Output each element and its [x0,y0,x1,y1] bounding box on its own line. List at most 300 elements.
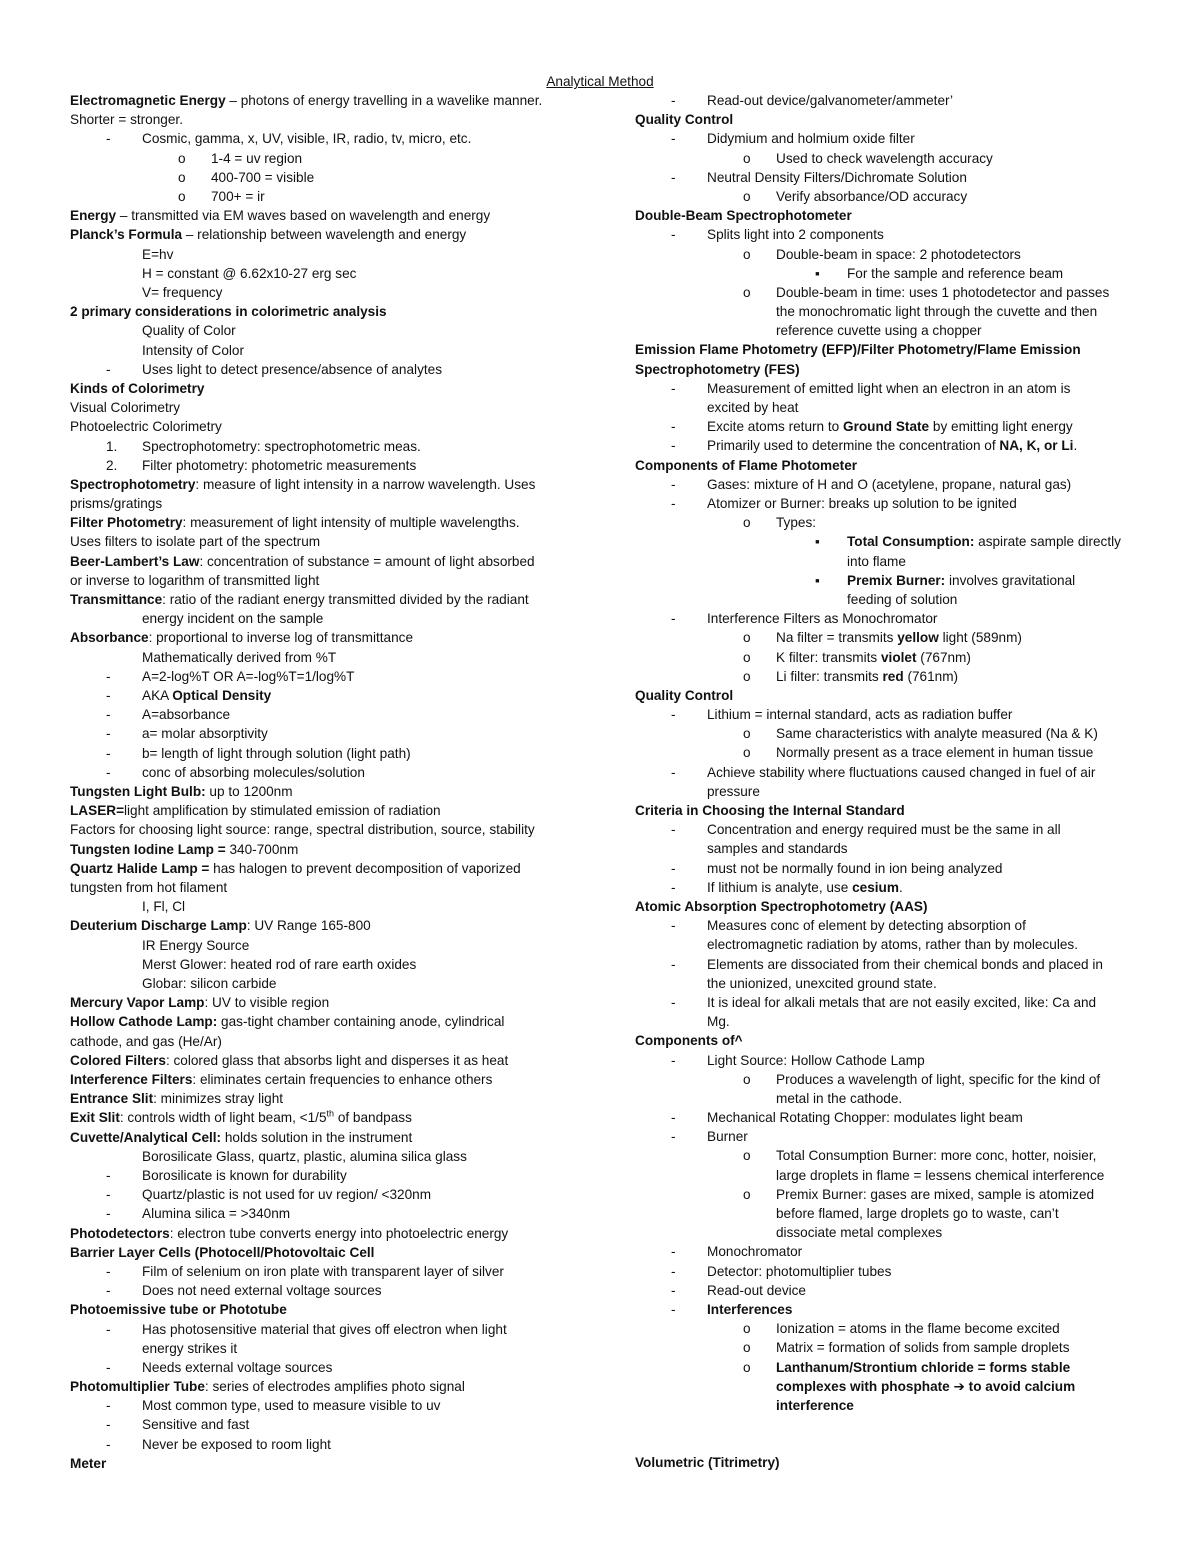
text-line [70,552,550,571]
circle-bullet: o [743,1359,751,1375]
heading-term: Mercury Vapor Lamp [70,995,205,1011]
sub-bullet-continuation: complexes with phosphate ➔ to avoid calcium [776,1378,1076,1394]
text-line [635,705,1115,724]
text-line [70,840,550,859]
text-line [70,609,550,628]
heading-term: Interference Filters [70,1071,193,1087]
text-line [70,936,550,955]
text-line [635,1434,1115,1453]
text-line [70,1396,550,1415]
text-line [635,264,1115,283]
bullet-text: Measures conc of element by detecting absorption of [707,918,1026,934]
bold-term: violet [881,649,917,665]
text-line [635,1319,1115,1338]
text-line [635,859,1115,878]
text-line [70,590,550,609]
heading-term: 2 primary considerations in colorimetric analysis [70,304,387,320]
text-line [70,763,550,782]
text-line [635,1415,1115,1434]
text-line [635,571,1115,590]
bullet-text: Didymium and holmium oxide filter [707,131,915,147]
bullet-text: Cosmic, gamma, x, UV, visible, IR, radio, tv, micro, etc. [142,131,472,147]
sub-bullet-continuation: metal in the cathode. [776,1090,903,1106]
text-line [70,475,550,494]
circle-bullet: o [178,169,186,185]
definition-text: light amplification by stimulated emission of radiation [124,803,441,819]
circle-bullet: o [743,284,751,300]
dash-bullet: - [671,380,676,396]
indented-text: IR Energy Source [142,937,250,953]
text-line [70,667,550,686]
dash-bullet: - [106,1436,111,1452]
text-line [70,1281,550,1300]
bullet-suffix: (761nm) [903,668,959,684]
square-bullet-continuation: into flame [847,553,906,569]
dash-bullet: - [671,956,676,972]
bold-term: red [882,668,904,684]
text-line [70,1185,550,1204]
dash-bullet: - [106,1263,111,1279]
heading-term: Filter Photometry [70,515,183,531]
text-line [635,1127,1115,1146]
text-line [70,225,550,244]
text-line [635,436,1115,455]
text-line [635,91,1115,110]
circle-bullet: o [743,188,751,204]
text-line [635,245,1115,264]
bold-term: cesium [852,879,899,895]
text-line [635,839,1115,858]
dash-bullet: - [106,726,111,742]
definition-text: : eliminates certain frequencies to enhance others [192,1071,493,1087]
text-line [70,206,550,225]
definition-text: up to 1200nm [205,784,293,799]
text-line [635,1377,1115,1396]
dash-bullet: - [671,611,676,627]
bullet-text: must not be normally found in ion being analyzed [707,860,1003,876]
text-line [70,360,550,379]
text-line [635,340,1115,359]
text-line [635,456,1115,475]
text-line [70,1051,550,1070]
bullet-text: b= length of light through solution (light path) [142,745,411,761]
definition-text: : ratio of the radiant energy transmitted divided by the radiant [162,592,529,608]
sub-bullet-continuation: large droplets in flame = lessens chemical interference [776,1167,1105,1183]
text-line [70,110,550,129]
text-line [635,513,1115,532]
sub-bullet-text: Produces a wavelength of light, specific for the kind of [776,1071,1101,1087]
text-line [70,1339,550,1358]
text-line [70,149,550,168]
text-line [635,168,1115,187]
text-line [635,897,1115,916]
bullet-text [707,417,1073,436]
heading-term: Beer-Lambert’s Law [70,553,200,569]
definition-text: holds solution in the instrument [221,1129,413,1145]
dash-bullet: - [106,1206,111,1222]
text-line [70,1243,550,1262]
heading-term: Hollow Cathode Lamp: [70,1014,218,1030]
text-line [635,1300,1115,1319]
text-line [635,1358,1115,1377]
dash-bullet: - [671,1110,676,1126]
sub-bullet-continuation: reference cuvette using a chopper [776,323,982,339]
text-line [635,763,1115,782]
text-line [70,321,550,340]
bold-term: yellow [897,630,939,646]
bold-term: Total Consumption: [847,534,975,550]
dash-bullet: - [671,764,676,780]
heading-term: Photomultiplier Tube [70,1379,205,1395]
text-line [70,379,550,398]
definition-text: – relationship between wavelength and energy [182,227,467,243]
circle-bullet: o [743,649,751,665]
text-line [70,187,550,206]
sub-bullet-text: 400-700 = visible [211,169,315,185]
text-line [635,1051,1115,1070]
text-line [70,398,550,417]
indented-text: electromagnetic radiation by atoms, rather than by molecules. [707,937,1078,953]
definition-text: : measure of light intensity in a narrow wavelength. Uses [195,476,536,492]
square-bullet-continuation: feeding of solution [847,591,958,607]
heading-term: Quartz Halide Lamp = [70,860,210,876]
text-line [70,341,550,360]
bullet-text: Interference Filters as Monochromator [707,611,938,627]
text-line [635,302,1115,321]
paragraph-text: Factors for choosing light source: range, spectral distribution, source, stability [70,822,535,838]
square-bullet-text: For the sample and reference beam [847,265,1064,281]
text-line [635,1166,1115,1185]
sub-bullet-text [776,628,1022,647]
list-number: 2. [106,457,118,473]
dash-bullet: - [671,1263,676,1279]
bullet-text: Has photosensitive material that gives off electron when light [142,1321,507,1337]
dash-bullet: - [671,1129,676,1145]
heading-term: Atomic Absorption Spectrophotometry (AAS) [635,898,928,914]
text-line [70,1300,550,1319]
sub-bullet-text: Double-beam in time: uses 1 photodetector and passes [776,284,1110,300]
text-line [635,1396,1115,1415]
bullet-text: Film of selenium on iron plate with transparent layer of silver [142,1263,504,1279]
square-bullet-text [847,571,1075,590]
dash-bullet: - [106,688,111,704]
paragraph-text: Shorter = stronger. [70,112,183,128]
heading-term: Cuvette/Analytical Cell: [70,1129,222,1145]
indented-text: Merst Glower: heated rod of rare earth oxides [142,956,417,972]
indented-text: V= frequency [142,284,223,300]
bullet-text: Lithium = internal standard, acts as radiation buffer [707,707,1013,723]
heading-term: Components of^ [635,1033,743,1049]
text-line [70,801,550,820]
text-line [70,1166,550,1185]
text-line [635,1089,1115,1108]
heading-term: Components of Flame Photometer [635,457,858,473]
text-line [70,686,550,705]
text-line [70,897,550,916]
text-line [635,552,1115,571]
bullet-text: Burner [707,1129,748,1145]
definition-text: has halogen to prevent decomposition of vaporized [209,860,521,876]
circle-bullet: o [743,246,751,262]
text-line [70,1204,550,1223]
text-line [70,571,550,590]
definition-text: : colored glass that absorbs light and disperses it as heat [165,1052,509,1068]
text-line [635,686,1115,705]
indented-text: Quality of Color [142,323,236,339]
dash-bullet: - [106,1187,111,1203]
text-line [70,1032,550,1051]
text-line [635,993,1115,1012]
text-line [70,456,550,475]
definition-text: involves gravitational [945,572,1076,588]
text-line [70,955,550,974]
dash-bullet: - [671,93,676,108]
dash-bullet: - [671,707,676,723]
bullet-prefix: Li filter: transmits [776,668,883,684]
text-line [635,379,1115,398]
text-line [70,283,550,302]
bullet-text: Mechanical Rotating Chopper: modulates light beam [707,1110,1023,1126]
sub-bullet-text: Normally present as a trace element in human tissue [776,745,1094,761]
dash-bullet: - [106,745,111,761]
circle-bullet: o [743,1321,751,1337]
right-column [635,91,1121,1473]
definition-text: : measurement of light intensity of multiple wavelengths. [182,515,520,531]
definition-text: : UV Range 165-800 [246,918,371,934]
bold-term: Premix Burner: [847,572,946,588]
bullet-text: Sensitive and fast [142,1417,250,1433]
text-line [70,878,550,897]
sub-bullet-text: Used to check wavelength accuracy [776,150,993,166]
text-line [70,859,550,878]
bullet-suffix: (767nm) [916,649,971,665]
text-line [70,1454,550,1473]
definition-text: 340-700nm [225,841,299,857]
bullet-text: Gases: mixture of H and O (acetylene, propane, natural gas) [707,476,1072,492]
text-line [70,744,550,763]
text-line [70,437,550,456]
dash-bullet: - [106,1359,111,1375]
text-line [635,1146,1115,1165]
text-line [635,1281,1115,1300]
text-line [635,110,1115,129]
text-line [70,264,550,283]
bullet-text: Atomizer or Burner: breaks up solution to be ignited [707,496,1017,512]
text-line [70,648,550,667]
dash-bullet: - [671,438,676,454]
heading-term: Planck’s Formula [70,227,183,243]
text-line [635,1031,1115,1050]
bullet-prefix: Excite atoms return to [707,419,843,435]
definition-text: : UV to visible region [204,995,330,1011]
bold-term: Interferences [707,1301,793,1317]
indented-text: Intensity of Color [142,342,244,358]
text-line [635,916,1115,935]
text-line [635,1338,1115,1357]
text-line [635,1012,1115,1031]
text-line [635,1070,1115,1089]
paragraph-text: tungsten from hot filament [70,880,228,896]
text-line [70,532,550,551]
indented-text: excited by heat [707,400,799,416]
bullet-suffix: by emitting light energy [929,419,1073,435]
sub-bullet-text: Ionization = atoms in the flame become excited [776,1321,1060,1337]
text-line [70,1089,550,1108]
definition-text: – photons of energy travelling in a wavelike manner. [225,93,543,108]
text-line [635,398,1115,417]
bullet-text [707,1300,792,1319]
indented-text: Globar: silicon carbide [142,975,277,991]
bullet-prefix: Primarily used to determine the concentration of [707,438,1000,454]
dash-bullet: - [106,707,111,723]
paragraph-text: Visual Colorimetry [70,400,181,416]
bullet-text: Never be exposed to room light [142,1436,331,1452]
dash-bullet: - [671,227,676,243]
circle-bullet: o [743,668,751,684]
text-line [70,1070,550,1089]
text-line [635,628,1115,647]
text-line [635,667,1115,686]
text-line [635,820,1115,839]
sub-bullet-text: Total Consumption Burner: more conc, hotter, noisier, [776,1148,1097,1164]
heading-term: Energy [70,208,117,224]
text-line [635,878,1115,897]
indented-text: pressure [707,783,760,799]
heading-term: Quality Control [635,687,734,703]
bullet-suffix: light (589nm) [938,630,1022,646]
bullet-text: Neutral Density Filters/Dichromate Solution [707,169,967,185]
dash-bullet: - [671,496,676,512]
square-bullet: ▪ [815,265,820,281]
dash-bullet: - [106,1417,111,1433]
heading-term: Emission Flame Photometry (EFP)/Filter Photometry/Flame Emission [635,342,1081,358]
text-line [635,974,1115,993]
dash-bullet: - [106,1321,111,1337]
text-line [70,513,550,532]
text-line [70,1415,550,1434]
text-line [635,206,1115,225]
definition-text: of bandpass [334,1110,412,1126]
dash-bullet: - [671,1282,676,1298]
definition-text: : concentration of substance = amount of light absorbed [199,553,535,569]
heading-term: Transmittance [70,592,163,608]
indented-text: Mathematically derived from %T [142,649,337,665]
sub-bullet-text: 700+ = ir [211,188,265,204]
bullet-text: A=2-log%T OR A=-log%T=1/log%T [142,668,355,684]
heading-term: Spectrophotometry [70,476,196,492]
text-line [70,1435,550,1454]
bullet-text: Light Source: Hollow Cathode Lamp [707,1052,925,1068]
text-line [70,1012,550,1031]
bullet-text: Splits light into 2 components [707,227,884,243]
text-line [635,187,1115,206]
text-line [635,743,1115,762]
sub-bullet-text [776,1358,1070,1377]
circle-bullet: o [743,515,751,531]
sub-bullet-text: Double-beam in space: 2 photodetectors [776,246,1021,262]
sub-bullet-continuation: the monochromatic light through the cuvette and then [776,304,1098,320]
text-line [635,609,1115,628]
indented-text: H = constant @ 6.62x10-27 erg sec [142,265,357,281]
paragraph-text: or inverse to logarithm of transmitted light [70,572,320,588]
text-line [70,916,550,935]
definition-text: : controls width of light beam, <1/5 [119,1110,327,1126]
heading-term: Electromagnetic Energy [70,93,226,108]
square-bullet-text [847,532,1121,551]
indented-text: energy incident on the sample [142,611,324,627]
bold-term: Lanthanum/Strontium chloride = forms stable [776,1359,1071,1375]
text-line [635,494,1115,513]
circle-bullet: o [743,1186,751,1202]
dash-bullet: - [671,994,676,1010]
text-line [635,149,1115,168]
text-line [635,129,1115,148]
circle-bullet: o [743,1340,751,1356]
text-line [635,801,1115,820]
sub-bullet-continuation: before flamed, large droplets go to waste, can’t [776,1206,1059,1222]
indented-text: energy strikes it [142,1340,238,1356]
heading-term: Entrance Slit [70,1091,154,1107]
definition-text: : proportional to inverse log of transmittance [148,630,414,646]
text-line [635,1185,1115,1204]
bullet-text: Most common type, used to measure visible to uv [142,1398,441,1414]
circle-bullet: o [743,1148,751,1164]
text-line [70,91,550,110]
definition-text: aspirate sample directly [974,534,1121,550]
bullet-text: Monochromator [707,1244,803,1260]
text-line [70,993,550,1012]
dash-bullet: - [106,764,111,780]
text-line [635,782,1115,801]
page-title: Analytical Method [546,74,654,89]
indented-text: the unionized, unexcited ground state. [707,975,937,991]
superscript: th [326,1108,335,1119]
paragraph-text: Uses filters to isolate part of the spectrum [70,534,321,550]
dash-bullet: - [671,169,676,185]
text-line [635,321,1115,340]
heading-term: Deuterium Discharge Lamp [70,918,247,934]
heading-term: Colored Filters [70,1052,166,1068]
bullet-text: Does not need external voltage sources [142,1283,382,1299]
indented-text: samples and standards [707,841,848,857]
bullet-text: Needs external voltage sources [142,1359,333,1375]
dash-bullet: - [106,1283,111,1299]
text-line [70,628,550,647]
dash-bullet: - [106,1398,111,1414]
text-line [70,1147,550,1166]
bullet-text: Uses light to detect presence/absence of analytes [142,361,442,377]
dash-bullet: - [106,668,111,684]
bullet-text: a= molar absorptivity [142,726,268,742]
circle-bullet: o [743,745,751,761]
heading-term: Meter [70,1455,107,1471]
bullet-text: Concentration and energy required must be the same in all [707,822,1061,838]
heading-term: Spectrophotometry (FES) [635,361,800,377]
text-line [635,955,1115,974]
text-line [635,417,1115,436]
sub-bullet-text: 1-4 = uv region [211,150,303,166]
bullet-text: Read-out device/galvanometer/ammeter’ [707,93,954,108]
circle-bullet: o [743,726,751,742]
dash-bullet: - [671,879,676,895]
circle-bullet: o [743,150,751,166]
dash-bullet: - [106,1167,111,1183]
text-line [635,724,1115,743]
paragraph-text: cathode, and gas (He/Ar) [70,1033,222,1049]
bullet-text [707,878,903,897]
heading-term: Tungsten Light Bulb: [70,784,206,799]
bullet-suffix: . [1073,438,1078,454]
